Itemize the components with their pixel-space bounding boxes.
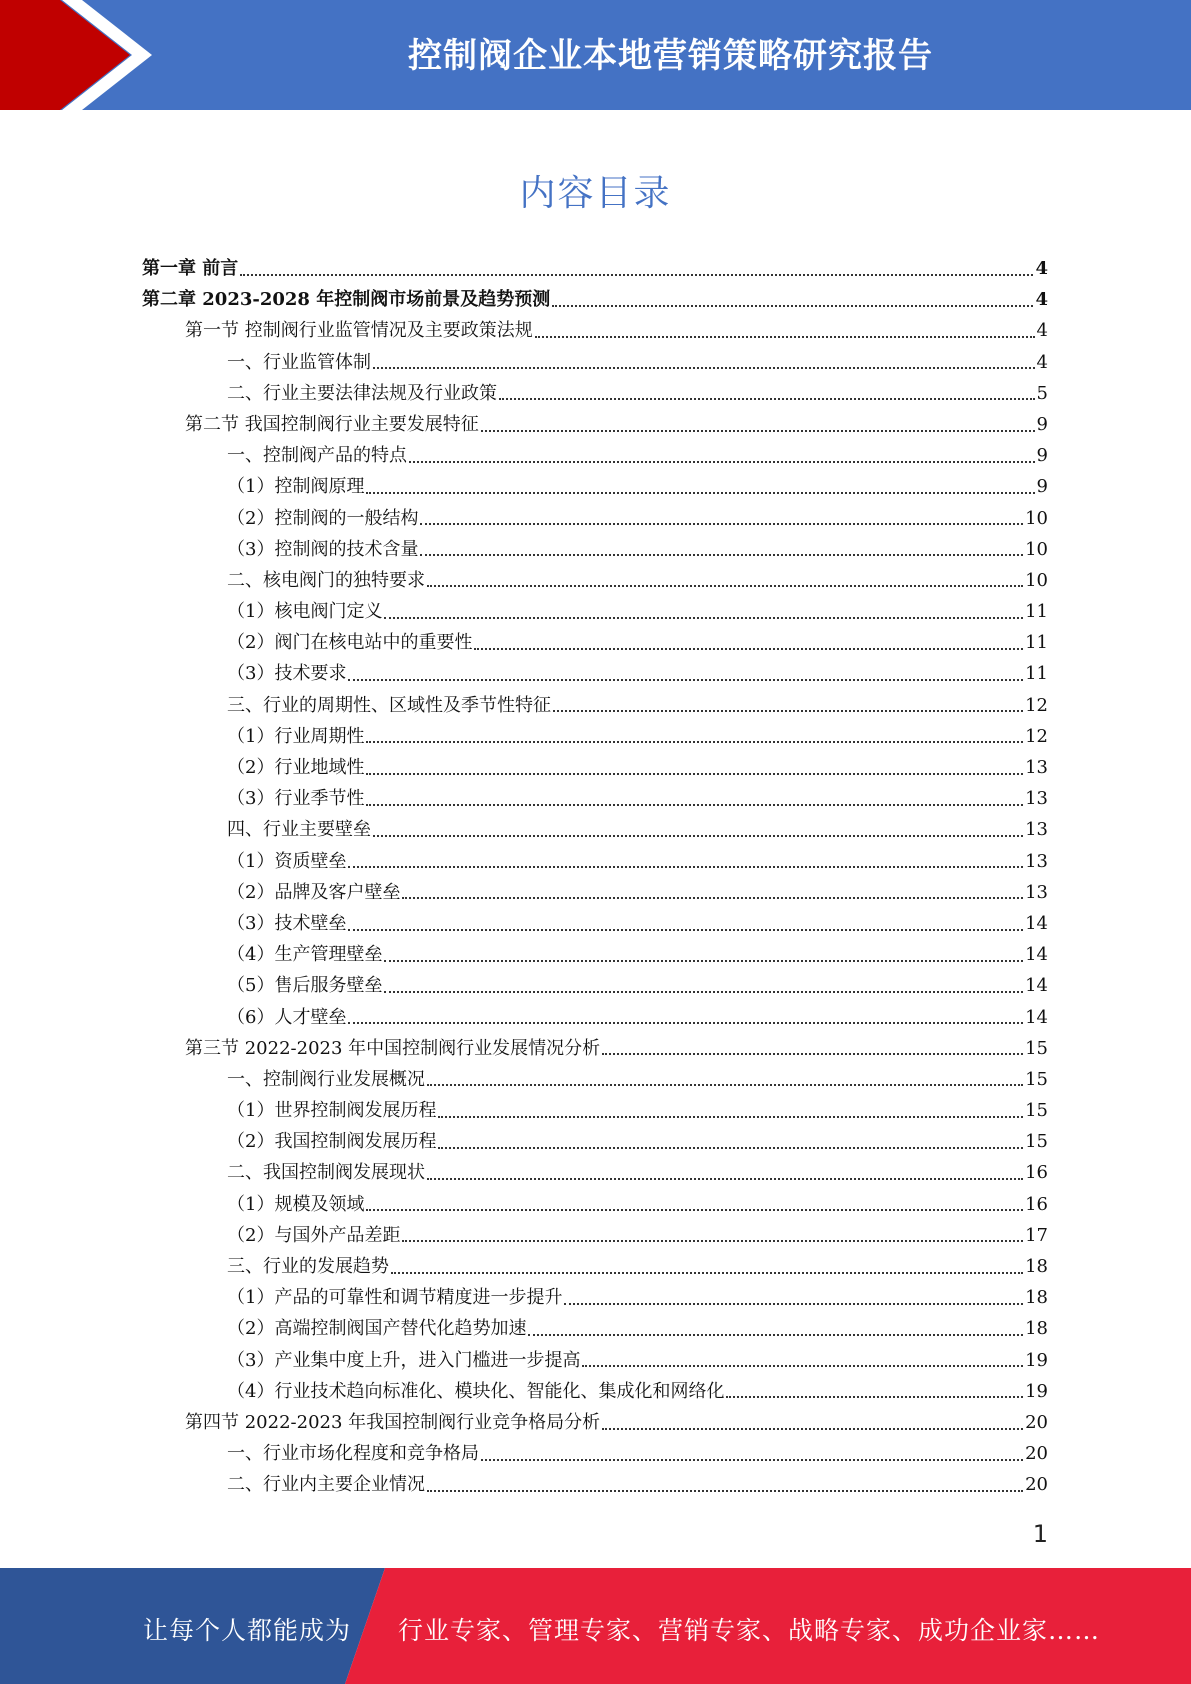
toc-entry-page: 20: [1025, 1474, 1048, 1496]
toc-dot-leader: [427, 585, 1023, 587]
toc-entry-page: 9: [1036, 476, 1048, 498]
toc-dot-leader: [420, 523, 1023, 525]
toc-entry-title: 第二节 我国控制阀行业主要发展特征: [185, 413, 479, 435]
toc-entry-title: （1）行业周期性: [227, 725, 365, 747]
toc-dot-leader: [402, 1240, 1023, 1242]
toc-dot-leader: [427, 1490, 1023, 1492]
toc-entry-page: 14: [1025, 944, 1048, 966]
toc-entry-title: 一、行业监管体制: [227, 351, 371, 373]
toc-entry[interactable]: [142, 1220, 1048, 1251]
toc-dot-leader: [384, 991, 1023, 993]
toc-dot-leader: [564, 1303, 1023, 1305]
toc-entry-title: 四、行业主要壁垒: [227, 819, 371, 841]
toc-entry-title: （1）产品的可靠性和调节精度进一步提升: [227, 1287, 563, 1309]
toc-entry-title: （2）控制阀的一般结构: [227, 507, 419, 529]
toc-entry[interactable]: [142, 690, 1048, 721]
toc-entry-page: 11: [1025, 601, 1048, 623]
toc-entry-title: （1）资质壁垒: [227, 850, 347, 872]
toc-entry-page: 18: [1025, 1287, 1048, 1309]
toc-entry[interactable]: [142, 846, 1048, 877]
toc-entry-title: （2）行业地域性: [227, 757, 365, 778]
toc-entry[interactable]: [142, 1064, 1048, 1095]
toc-dot-leader: [348, 866, 1023, 868]
toc-entry[interactable]: [142, 627, 1048, 658]
toc-entry[interactable]: [142, 1033, 1048, 1064]
toc-dot-leader: [402, 897, 1023, 899]
toc-entry-title: （1）控制阀原理: [227, 476, 365, 498]
toc-entry[interactable]: [142, 970, 1048, 1001]
footer-banner: [0, 1568, 1191, 1684]
toc-dot-leader: [474, 648, 1023, 650]
toc-entry[interactable]: [142, 347, 1048, 378]
toc-entry-page: 10: [1025, 507, 1048, 529]
toc-entry-page: 13: [1025, 881, 1048, 903]
toc-entry[interactable]: [142, 409, 1048, 440]
toc-dot-leader: [373, 367, 1035, 369]
toc-entry[interactable]: [142, 1251, 1048, 1282]
toc-entry[interactable]: [142, 1469, 1048, 1500]
toc-dot-leader: [366, 804, 1023, 806]
toc-entry-page: 12: [1025, 694, 1048, 716]
toc-entry[interactable]: [142, 1095, 1048, 1126]
toc-entry-title: （4）行业技术趋向标准化、模块化、智能化、集成化和网络化: [227, 1380, 725, 1402]
toc-entry-page: 14: [1025, 975, 1048, 997]
toc-entry-title: （3）技术壁垒: [227, 912, 347, 934]
toc-entry-page: 4: [1035, 289, 1048, 311]
toc-entry-page: 4: [1036, 351, 1048, 373]
toc-entry-page: 19: [1025, 1349, 1048, 1371]
toc-entry-title: （4）生产管理壁垒: [227, 944, 383, 966]
toc-entry[interactable]: [142, 1438, 1048, 1469]
toc-entry[interactable]: [142, 1313, 1048, 1344]
toc-entry[interactable]: [142, 471, 1048, 502]
toc-entry-page: 12: [1025, 725, 1048, 747]
toc-dot-leader: [366, 741, 1023, 743]
toc-entry-title: 第一章 前言: [142, 258, 239, 279]
toc-entry-title: 一、控制阀行业发展概况: [227, 1068, 425, 1090]
toc-entry[interactable]: [142, 877, 1048, 908]
toc-entry[interactable]: [142, 378, 1048, 409]
toc-entry-title: （1）规模及领域: [227, 1193, 365, 1215]
toc-entry-page: 4: [1036, 320, 1048, 342]
toc-entry-page: 9: [1036, 445, 1048, 467]
toc-dot-leader: [348, 1022, 1023, 1024]
toc-entry[interactable]: [142, 253, 1048, 284]
toc-entry-title: （2）与国外产品差距: [227, 1224, 401, 1246]
toc-entry-title: 一、控制阀产品的特点: [227, 445, 407, 467]
toc-dot-leader: [420, 554, 1023, 556]
toc-entry-page: 18: [1025, 1318, 1048, 1340]
toc-entry-title: （2）我国控制阀发展历程: [227, 1131, 437, 1153]
toc-entry[interactable]: [142, 1002, 1048, 1033]
toc-dot-leader: [602, 1053, 1023, 1055]
toc-entry[interactable]: [142, 596, 1048, 627]
toc-dot-leader: [366, 1209, 1023, 1211]
toc-entry-title: 第三节 2022-2023 年中国控制阀行业发展情况分析: [185, 1037, 601, 1059]
toc-entry[interactable]: [142, 1376, 1048, 1407]
toc-dot-leader: [553, 710, 1023, 712]
toc-dot-leader: [366, 492, 1034, 494]
toc-entry[interactable]: [142, 1126, 1048, 1157]
toc-entry-page: 10: [1025, 538, 1048, 560]
toc-entry[interactable]: [142, 534, 1048, 565]
toc-entry[interactable]: [142, 503, 1048, 534]
toc-entry-page: 20: [1025, 1411, 1048, 1433]
toc-entry[interactable]: [142, 284, 1048, 315]
toc-entry-title: 二、行业主要法律法规及行业政策: [227, 382, 497, 404]
toc-entry-page: 16: [1025, 1162, 1048, 1184]
toc-entry-page: 9: [1036, 413, 1048, 435]
toc-entry-title: 二、行业内主要企业情况: [227, 1474, 425, 1496]
toc-dot-leader: [427, 1178, 1023, 1180]
toc-entry-title: （2）阀门在核电站中的重要性: [227, 632, 473, 654]
toc-entry-title: 第一节 控制阀行业监管情况及主要政策法规: [185, 320, 533, 342]
toc-entry-title: （5）售后服务壁垒: [227, 975, 383, 997]
toc-entry-title: （3）产业集中度上升，进入门槛进一步提高: [227, 1349, 581, 1371]
toc-dot-leader: [391, 1272, 1023, 1274]
toc-dot-leader: [602, 1428, 1023, 1430]
toc-entry-page: 14: [1025, 912, 1048, 934]
toc-entry-page: 11: [1025, 663, 1048, 685]
toc-entry[interactable]: [142, 1189, 1048, 1220]
toc-dot-leader: [373, 835, 1023, 837]
report-title: 控制阀企业本地营销策略研究报告: [408, 36, 933, 76]
toc-entry-title: 第二章 2023-2028 年控制阀市场前景及趋势预测: [142, 289, 551, 311]
toc-entry-page: 20: [1025, 1443, 1048, 1465]
toc-entry-title: （1）世界控制阀发展历程: [227, 1100, 437, 1122]
toc-dot-leader: [438, 1147, 1023, 1149]
toc-entry-title: 二、我国控制阀发展现状: [227, 1162, 425, 1184]
toc-entry-title: 三、行业的发展趋势: [227, 1256, 389, 1277]
toc-dot-leader: [348, 929, 1023, 931]
toc-entry[interactable]: [142, 1407, 1048, 1438]
toc-entry-title: （2）品牌及客户壁垒: [227, 881, 401, 903]
toc-entry-page: 16: [1025, 1193, 1048, 1215]
toc-dot-leader: [384, 960, 1023, 962]
footer-slogan-left: 让每个人都能成为: [143, 1616, 352, 1645]
toc-entry-page: 19: [1025, 1380, 1048, 1402]
toc-dot-leader: [481, 430, 1035, 432]
toc-heading: 内容目录: [519, 173, 672, 214]
toc-entry-page: 15: [1025, 1068, 1048, 1090]
toc-entry[interactable]: [142, 752, 1048, 783]
toc-entry-page: 14: [1025, 1006, 1048, 1028]
toc-dot-leader: [366, 773, 1023, 775]
toc-dot-leader: [427, 1084, 1023, 1086]
toc-dot-leader: [384, 617, 1023, 619]
toc-entry-page: 13: [1025, 757, 1048, 778]
page-number: 1: [1032, 1520, 1048, 1548]
toc-entry-page: 15: [1025, 1037, 1048, 1059]
toc-entry-title: （2）高端控制阀国产替代化趋势加速: [227, 1318, 527, 1340]
toc-dot-leader: [481, 1459, 1023, 1461]
toc-dot-leader: [499, 398, 1035, 400]
toc-entry-title: 三、行业的周期性、区域性及季节性特征: [227, 694, 551, 716]
toc-entry[interactable]: [142, 658, 1048, 689]
toc-entry[interactable]: [142, 721, 1048, 752]
toc-entry-page: 5: [1036, 382, 1048, 404]
toc-entry[interactable]: [142, 1157, 1048, 1188]
toc-entry-title: （6）人才壁垒: [227, 1006, 347, 1028]
toc-entry-title: （1）核电阀门定义: [227, 601, 383, 623]
toc-entry-page: 4: [1035, 258, 1048, 279]
toc-dot-leader: [438, 1116, 1023, 1118]
toc-entry[interactable]: [142, 939, 1048, 970]
toc-dot-leader: [409, 461, 1035, 463]
toc-dot-leader: [240, 274, 1033, 276]
toc-entry-title: （3）行业季节性: [227, 788, 365, 810]
toc-entry-title: 二、核电阀门的独特要求: [227, 569, 425, 591]
toc-entry-title: 一、行业市场化程度和竞争格局: [227, 1443, 479, 1465]
toc-entry[interactable]: [142, 908, 1048, 939]
toc-entry-title: （3）控制阀的技术含量: [227, 538, 419, 560]
toc-entry-page: 15: [1025, 1131, 1048, 1153]
toc-entry[interactable]: [142, 814, 1048, 845]
toc-entry-title: （3）技术要求: [227, 663, 347, 685]
toc-dot-leader: [726, 1396, 1023, 1398]
toc-entry-page: 10: [1025, 569, 1048, 591]
toc-entry-page: 18: [1025, 1256, 1048, 1277]
header-banner: [0, 0, 1191, 110]
toc-entry-page: 11: [1025, 632, 1048, 654]
toc-entry-page: 13: [1025, 850, 1048, 872]
toc-dot-leader: [528, 1334, 1023, 1336]
toc-entry[interactable]: [142, 315, 1048, 346]
table-of-contents: [142, 253, 1048, 1501]
toc-dot-leader: [348, 679, 1023, 681]
toc-entry[interactable]: [142, 783, 1048, 814]
toc-entry[interactable]: [142, 1345, 1048, 1376]
toc-dot-leader: [552, 305, 1033, 307]
toc-entry-title: 第四节 2022-2023 年我国控制阀行业竞争格局分析: [185, 1411, 601, 1433]
toc-entry-page: 13: [1025, 788, 1048, 810]
toc-entry[interactable]: [142, 565, 1048, 596]
toc-entry[interactable]: [142, 440, 1048, 471]
footer-slogan-right: 行业专家、管理专家、营销专家、战略专家、成功企业家……: [398, 1616, 1101, 1645]
toc-entry-page: 15: [1025, 1100, 1048, 1122]
toc-entry[interactable]: [142, 1282, 1048, 1313]
toc-dot-leader: [535, 336, 1035, 338]
toc-entry-page: 13: [1025, 819, 1048, 841]
toc-dot-leader: [582, 1365, 1023, 1367]
toc-entry-page: 17: [1025, 1224, 1048, 1246]
